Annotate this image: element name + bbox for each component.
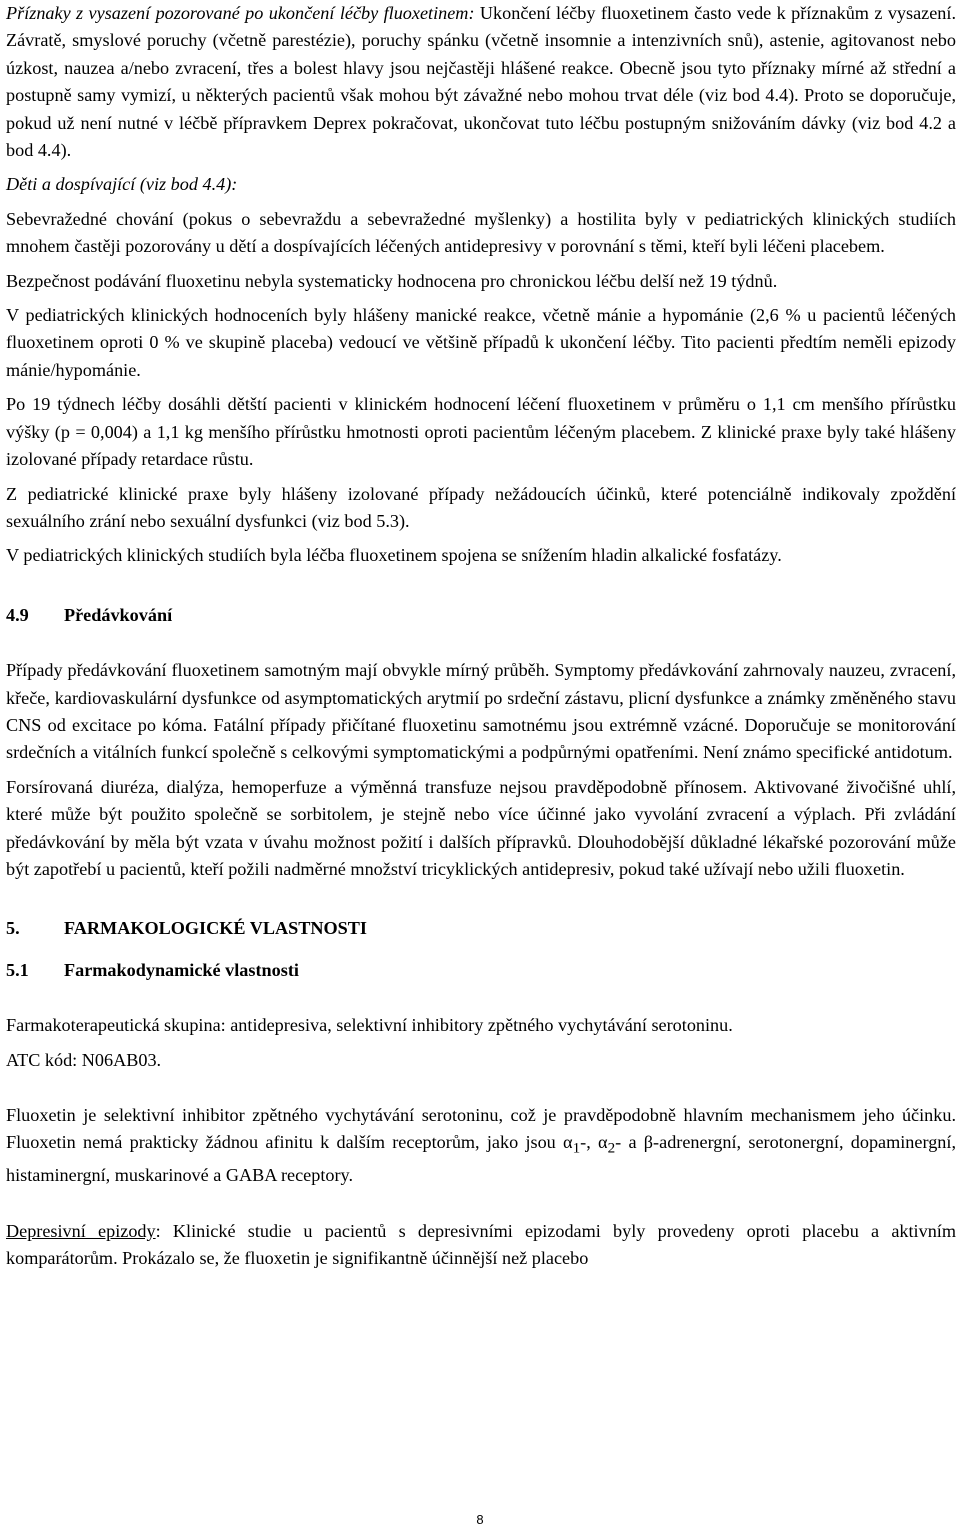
children-paragraph-3: V pediatrických klinických hodnoceních byly hlášeny manické reakce, včetně mánie a hypománie (2,6 % u pacientů léčených fluoxetinem oproti 0 % ve skupině placeba) vedoucí ve většině případů k ukončení léčby. Tito pacienti předtím neměli epizody mánie/hypománie. — [6, 305, 956, 380]
section-5-1-number: 5.1 — [6, 959, 29, 980]
section-4-9-heading — [6, 602, 956, 629]
document-page — [6, 0, 956, 1273]
mechanism-text-3: - a β-adrenergní, serotonergní, dopaminergní, histaminergní, muskarinové a GABA receptory. — [6, 1132, 956, 1186]
children-heading: Děti a dospívající (viz bod 4.4): — [6, 174, 238, 195]
depressive-episodes-text: : Klinické studie u pacientů s depresivními epizodami byly provedeny oproti placebu a aktivním komparátorům. Prokázalo se, že fluoxetin je signifikantně účinnější než placebo — [6, 1220, 956, 1269]
overdose-paragraph-1: Případy předávkování fluoxetinem samotným mají obvykle mírný průběh. Symptomy předávkování zahrnovaly nauzeu, zvracení, křeče, kardiovaskulární dysfunkce od asymptomatických arytmií po srdeční zástavu, plicní dysfunkce a známky změněného stavu CNS od excitace po kóma. Fatální případy přičítané fluoxetinu samotnému jsou extrémně vzácné. Doporučuje se monitorování srdečních a vitálních funkcí společně s celkovými symptomatickými a podpůrnými opatřeními. Není známo specifické antidotum. — [6, 660, 956, 763]
children-paragraph-4: Po 19 týdnech léčby dosáhli dětští pacienti v klinickém hodnocení léčení fluoxetinem v průměru o 1,1 cm menšího přírůstku výšky (p = 0,004) a 1,1 kg menšího přírůstku hmotnosti oproti pacientům léčeným placebem. Z klinické praxe byly také hlášeny izolované případy retardace růstu. — [6, 394, 956, 470]
children-paragraph-6: V pediatrických klinických studiích byla léčba fluoxetinem spojena se snížením hladin alkalické fosfatázy. — [6, 545, 782, 566]
withdrawal-label: Příznaky z vysazení pozorované po ukončení léčby fluoxetinem: — [6, 3, 475, 23]
section-4-9-number: 4.9 — [6, 604, 29, 625]
mechanism-text-1: Fluoxetin je selektivní inhibitor zpětného vychytávání serotoninu, což je pravděpodobně hlavním mechanismem jeho účinku. Fluoxetin nemá prakticky žádnou afinitu k dalším receptorům, jako jsou α — [6, 1105, 956, 1153]
section-5-heading — [6, 915, 956, 942]
alpha-2-subscript: 2 — [607, 1140, 616, 1158]
alpha-1-subscript: 1 — [572, 1140, 581, 1158]
page-number: 8 — [476, 1512, 484, 1527]
withdrawal-text: Ukončení léčby fluoxetinem často vede k příznakům z vysazení. Závratě, smyslové poruchy (včetně parestézie), poruchy spánku (včetně insomnie a intenzivních snů), astenie, agitovanost nebo úzkost, nauzea a/nebo zvracení, třes a bolest hlavy jsou nejčastěji hlášené reakce. Obecně jsou tyto příznaky mírné až střední a postupně samy vymizí, u některých pacientů však mohou být závažné nebo mohou trvat déle (viz bod 4.4). Proto se doporučuje, pokud už není nutné v léčbě přípravkem Deprex pokračovat, ukončovat tuto léčbu postupným snižováním dávky (viz bod 4.2 a bod 4.4). — [6, 3, 957, 161]
section-5-title: FARMAKOLOGICKÉ VLASTNOSTI — [64, 918, 368, 939]
mechanism-text-2: -, α — [580, 1132, 608, 1153]
depressive-episodes-paragraph — [6, 1218, 956, 1273]
atc-code: ATC kód: N06AB03. — [6, 1049, 162, 1070]
section-5-1-heading — [6, 957, 956, 984]
section-5-number: 5. — [6, 918, 20, 939]
withdrawal-paragraph — [6, 0, 956, 164]
children-paragraph-5: Z pediatrické klinické praxe byly hlášeny izolované případy nežádoucích účinků, které potenciálně indikovaly zpoždění sexuálního zrání nebo sexuální dysfunkci (viz bod 5.3). — [6, 483, 956, 531]
section-4-9-title: Předávkování — [64, 604, 173, 625]
overdose-paragraph-2: Forsírovaná diuréza, dialýza, hemoperfuze a výměnná transfuze nejsou pravděpodobně přínosem. Aktivované živočišné uhlí, které může být použito společně se sorbitolem, je stejně nebo více účinné jako vyvolání zvracení a výplach. Při zvládání předávkování by měla být vzata v úvahu možnost požití i dalších přípravků. Dlouhodobější důkladné lékařské pozorování může být zapotřebí u pacientů, kteří požili nadměrné množství tricyklických antidepresiv, pokud také užívají nebo užili fluoxetin. — [6, 776, 956, 879]
section-5-1-title: Farmakodynamické vlastnosti — [64, 959, 299, 980]
pharmacotherapeutic-group: Farmakoterapeutická skupina: antidepresiva, selektivní inhibitory zpětného vychytávání serotoninu. — [6, 1015, 733, 1036]
children-paragraph-2: Bezpečnost podávání fluoxetinu nebyla systematicky hodnocena pro chronickou léčbu delší než 19 týdnů. — [6, 270, 778, 291]
mechanism-paragraph — [6, 1102, 956, 1190]
depressive-episodes-label: Depresivní epizody — [6, 1220, 156, 1241]
children-paragraph-1: Sebevražedné chování (pokus o sebevraždu a sebevražedné myšlenky) a hostilita byly v pediatrických klinických studiích mnohem častěji pozorovány u dětí a dospívajících léčených antidepresivy v porovnání s těmi, kteří byli léčeni placebem. — [6, 208, 956, 257]
